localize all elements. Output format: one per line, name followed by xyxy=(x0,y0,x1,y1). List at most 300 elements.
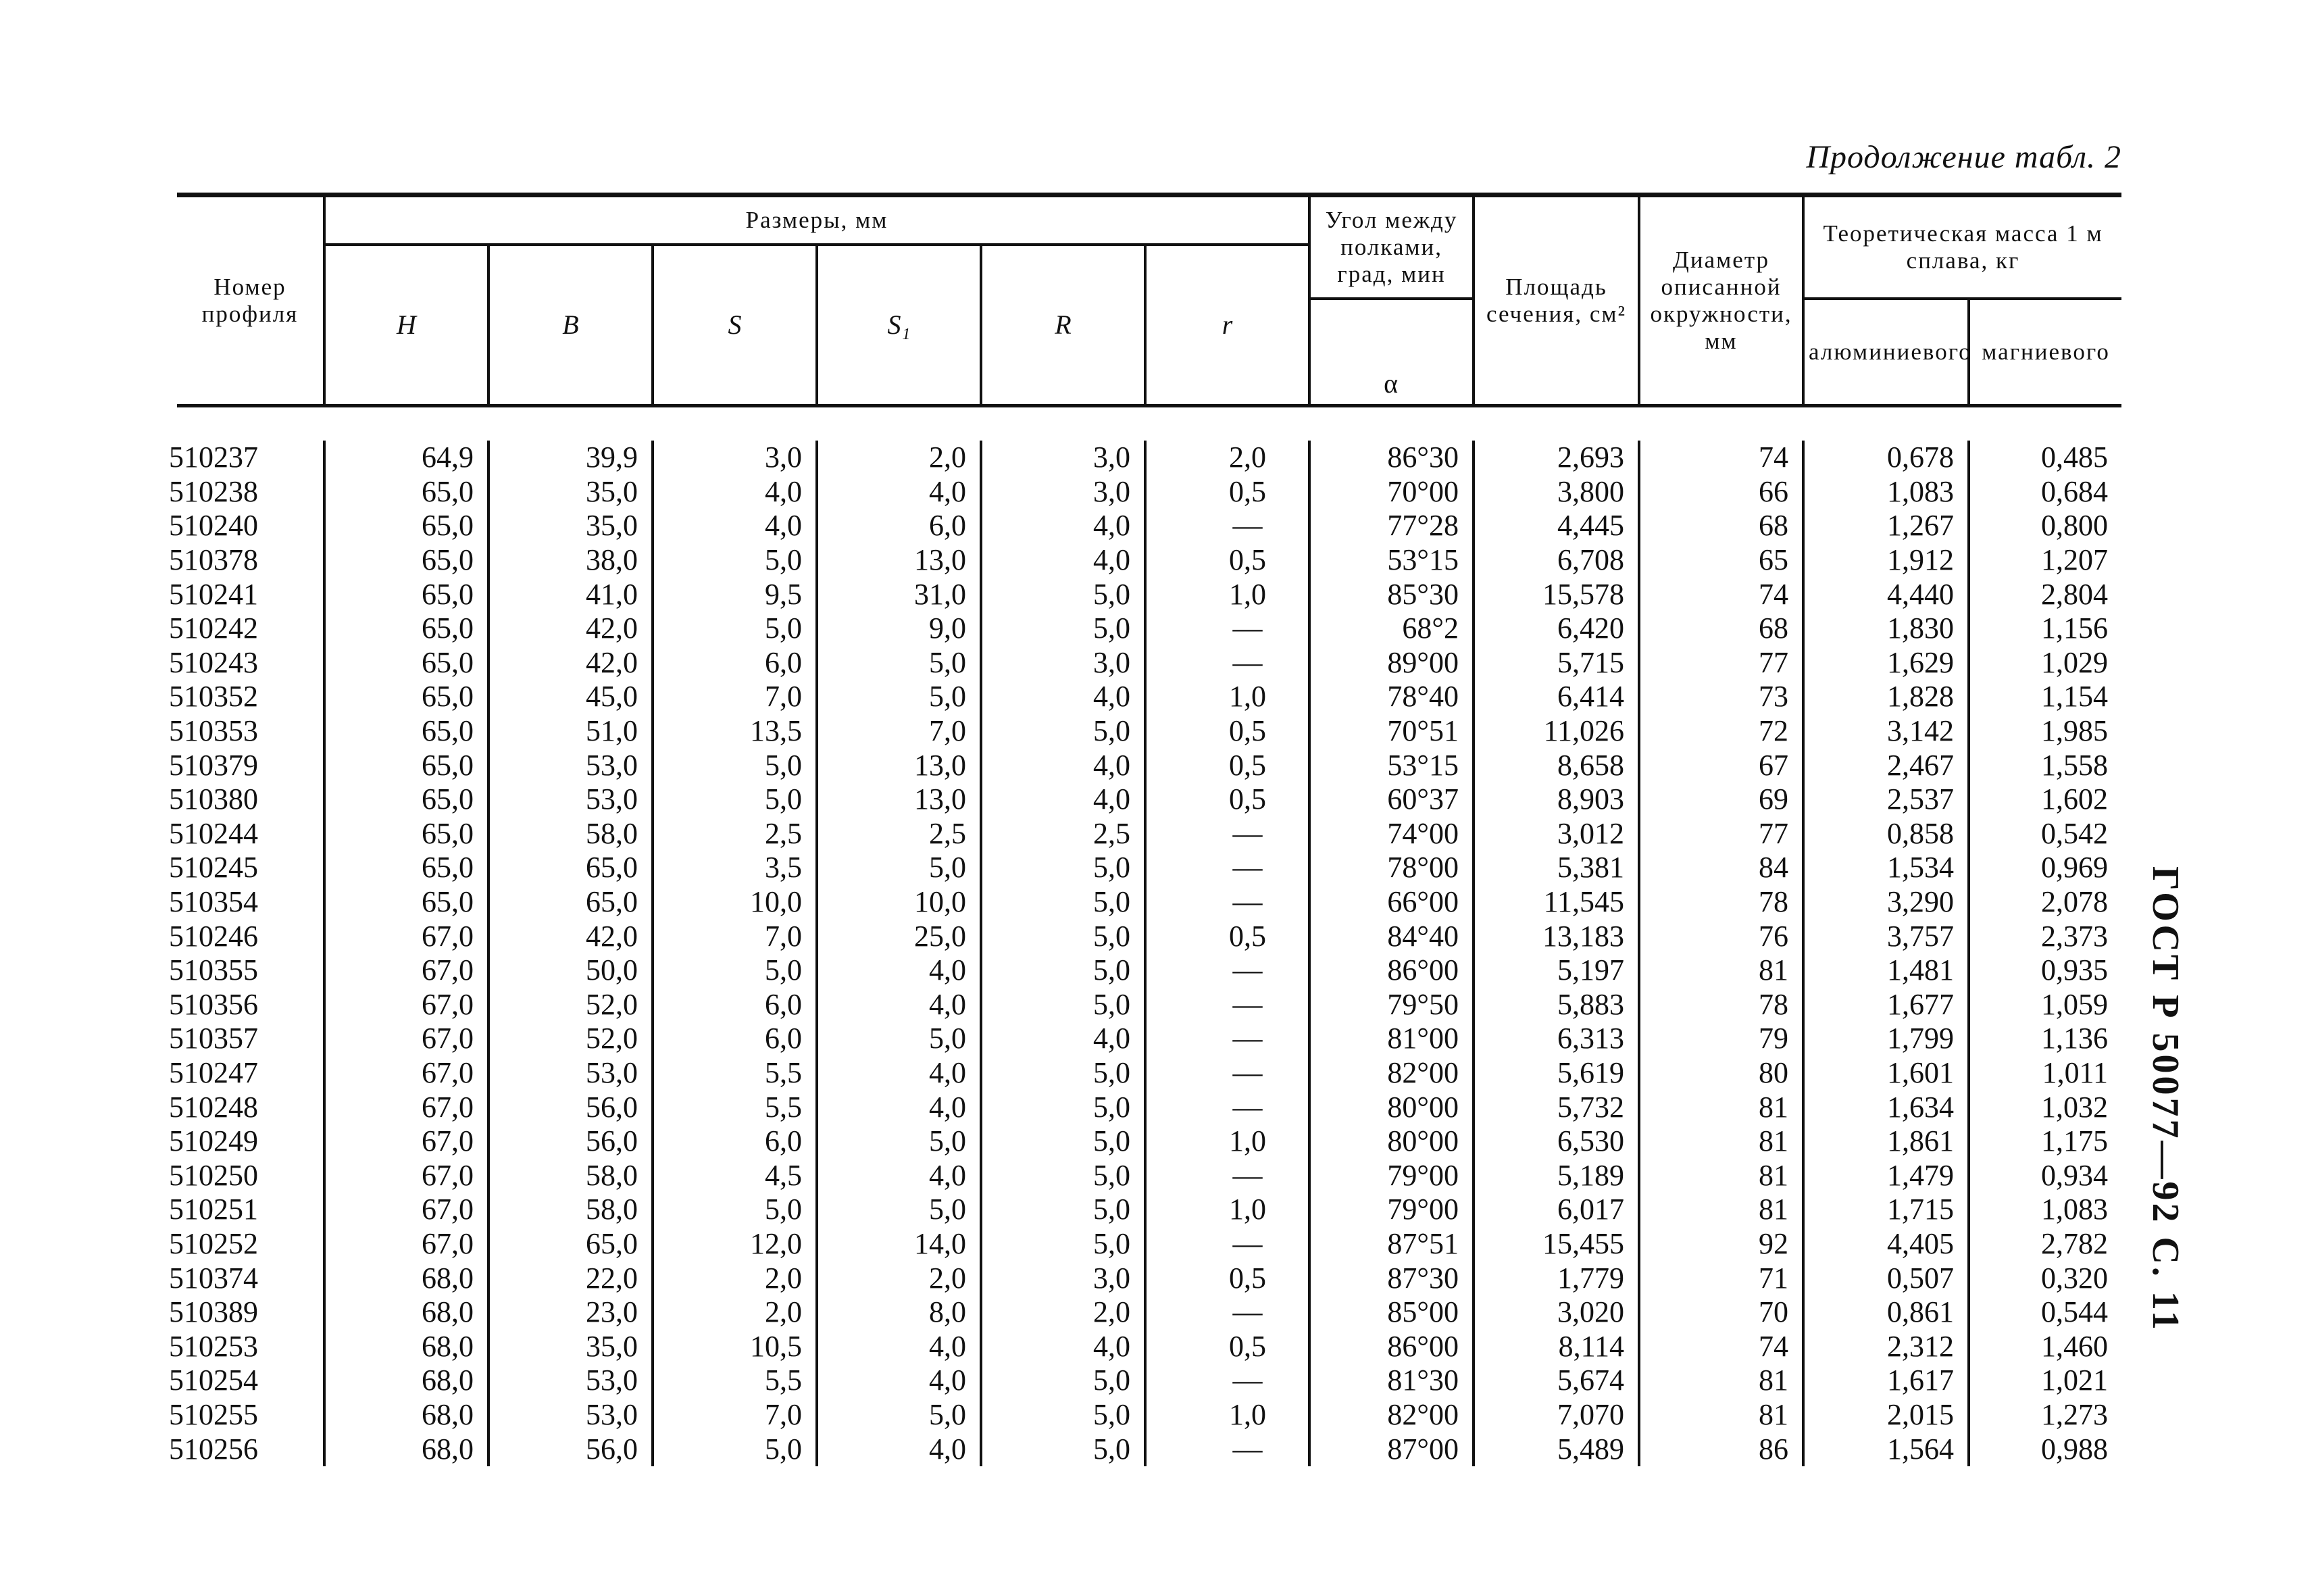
cell-S: 7,0 xyxy=(653,919,817,953)
table-row xyxy=(155,646,2121,680)
data-table xyxy=(155,441,2121,1466)
cell-diameter: 77 xyxy=(1639,646,1803,680)
table-top-rule xyxy=(177,193,2121,197)
cell-area: 13,183 xyxy=(1474,919,1639,953)
cell-area: 5,189 xyxy=(1474,1158,1639,1193)
table-row xyxy=(155,1295,2121,1330)
cell-H: 68,0 xyxy=(324,1364,488,1398)
cell-diameter: 67 xyxy=(1639,748,1803,782)
table-row xyxy=(155,543,2121,578)
cell-S: 5,0 xyxy=(653,543,817,578)
cell-r: — xyxy=(1145,885,1309,920)
cell-S1: 2,5 xyxy=(817,817,981,851)
cell-r: 2,0 xyxy=(1145,441,1309,475)
table-row xyxy=(155,1261,2121,1295)
table-row xyxy=(155,851,2121,885)
cell-B: 35,0 xyxy=(488,1329,653,1364)
table-row xyxy=(155,577,2121,612)
cell-S1: 7,0 xyxy=(817,714,981,749)
cell-r: — xyxy=(1145,1022,1309,1056)
cell-angle: 86°00 xyxy=(1309,1329,1474,1364)
cell-mass-magnesium: 1,985 xyxy=(1969,714,2121,749)
cell-R: 4,0 xyxy=(981,782,1145,817)
table-rows xyxy=(155,441,2121,1466)
cell-mass-magnesium: 0,684 xyxy=(1969,475,2121,509)
table-row xyxy=(155,1364,2121,1398)
cell-S: 10,5 xyxy=(653,1329,817,1364)
cell-profile-number: 510248 xyxy=(169,1090,258,1124)
cell-mass-magnesium: 2,373 xyxy=(1969,919,2121,953)
cell-mass-magnesium: 1,558 xyxy=(1969,748,2121,782)
cell-area: 3,800 xyxy=(1474,475,1639,509)
cell-mass-magnesium: 1,011 xyxy=(1969,1056,2121,1091)
cell-profile-number: 510250 xyxy=(169,1158,258,1192)
cell-mass-magnesium: 1,207 xyxy=(1969,543,2121,578)
cell-r: — xyxy=(1145,509,1309,543)
cell-mass-magnesium: 1,059 xyxy=(1969,988,2121,1022)
cell-S1: 9,0 xyxy=(817,612,981,646)
cell-H: 68,0 xyxy=(324,1329,488,1364)
diameter-header: Диаметр описанной окружности, мм xyxy=(1639,197,1803,404)
cell-R: 4,0 xyxy=(981,748,1145,782)
cell-R: 5,0 xyxy=(981,1193,1145,1227)
aluminium-header: алюминиевого xyxy=(1803,299,1969,404)
cell-profile-number: 510256 xyxy=(169,1432,258,1466)
cell-R: 5,0 xyxy=(981,577,1145,612)
cell-S1: 31,0 xyxy=(817,577,981,612)
cell-r: 0,5 xyxy=(1145,543,1309,578)
cell-angle: 74°00 xyxy=(1309,817,1474,851)
angle-header: Угол между полками, град, мин xyxy=(1309,197,1474,299)
cell-profile-number: 510249 xyxy=(169,1124,258,1158)
cell-mass-aluminium: 4,405 xyxy=(1803,1227,1969,1262)
table-row xyxy=(155,475,2121,509)
cell-S: 12,0 xyxy=(653,1227,817,1262)
cell-area: 5,715 xyxy=(1474,646,1639,680)
cell-mass-aluminium: 2,537 xyxy=(1803,782,1969,817)
cell-mass-magnesium: 1,032 xyxy=(1969,1090,2121,1124)
cell-r: 0,5 xyxy=(1145,919,1309,953)
cell-area: 11,545 xyxy=(1474,885,1639,920)
cell-B: 58,0 xyxy=(488,1193,653,1227)
cell-area: 6,414 xyxy=(1474,680,1639,714)
table-row xyxy=(155,919,2121,953)
cell-mass-aluminium: 1,601 xyxy=(1803,1056,1969,1091)
cell-mass-aluminium: 1,629 xyxy=(1803,646,1969,680)
cell-angle: 70°00 xyxy=(1309,475,1474,509)
cell-mass-magnesium: 0,988 xyxy=(1969,1432,2121,1466)
cell-S: 7,0 xyxy=(653,1398,817,1432)
cell-R: 5,0 xyxy=(981,988,1145,1022)
cell-angle: 82°00 xyxy=(1309,1056,1474,1091)
cell-B: 56,0 xyxy=(488,1090,653,1124)
cell-area: 4,445 xyxy=(1474,509,1639,543)
cell-B: 52,0 xyxy=(488,1022,653,1056)
col-S-header: S xyxy=(653,245,817,404)
table-row xyxy=(155,817,2121,851)
table-row xyxy=(155,885,2121,920)
cell-area: 6,530 xyxy=(1474,1124,1639,1159)
cell-S1: 25,0 xyxy=(817,919,981,953)
cell-mass-magnesium: 1,156 xyxy=(1969,612,2121,646)
cell-mass-magnesium: 1,175 xyxy=(1969,1124,2121,1159)
cell-diameter: 78 xyxy=(1639,885,1803,920)
cell-R: 4,0 xyxy=(981,543,1145,578)
cell-S1: 13,0 xyxy=(817,748,981,782)
cell-R: 5,0 xyxy=(981,1364,1145,1398)
cell-H: 67,0 xyxy=(324,1124,488,1159)
table-row xyxy=(155,612,2121,646)
cell-diameter: 70 xyxy=(1639,1295,1803,1330)
cell-S1: 4,0 xyxy=(817,988,981,1022)
cell-H: 65,0 xyxy=(324,509,488,543)
cell-mass-aluminium: 1,564 xyxy=(1803,1432,1969,1466)
cell-profile-number: 510238 xyxy=(169,474,258,508)
cell-profile-number: 510254 xyxy=(169,1364,258,1397)
cell-S1: 4,0 xyxy=(817,1432,981,1466)
cell-B: 42,0 xyxy=(488,919,653,953)
cell-B: 42,0 xyxy=(488,612,653,646)
cell-R: 5,0 xyxy=(981,919,1145,953)
cell-mass-magnesium: 1,154 xyxy=(1969,680,2121,714)
table-row xyxy=(155,680,2121,714)
cell-S: 6,0 xyxy=(653,1022,817,1056)
cell-B: 65,0 xyxy=(488,851,653,885)
cell-profile-number: 510255 xyxy=(169,1397,258,1431)
cell-S1: 5,0 xyxy=(817,1193,981,1227)
cell-mass-magnesium: 0,969 xyxy=(1969,851,2121,885)
cell-S: 4,0 xyxy=(653,509,817,543)
cell-r: 1,0 xyxy=(1145,1124,1309,1159)
cell-profile-number: 510356 xyxy=(169,987,258,1021)
cell-area: 8,114 xyxy=(1474,1329,1639,1364)
cell-S1: 13,0 xyxy=(817,543,981,578)
cell-S1: 5,0 xyxy=(817,1398,981,1432)
cell-angle: 53°15 xyxy=(1309,748,1474,782)
cell-r: — xyxy=(1145,1432,1309,1466)
cell-angle: 84°40 xyxy=(1309,919,1474,953)
cell-R: 5,0 xyxy=(981,1056,1145,1091)
cell-angle: 86°00 xyxy=(1309,953,1474,988)
cell-angle: 79°00 xyxy=(1309,1193,1474,1227)
cell-S: 2,5 xyxy=(653,817,817,851)
cell-area: 15,455 xyxy=(1474,1227,1639,1262)
table-row xyxy=(155,953,2121,988)
cell-R: 5,0 xyxy=(981,851,1145,885)
cell-H: 67,0 xyxy=(324,953,488,988)
cell-profile-number: 510389 xyxy=(169,1295,258,1329)
cell-area: 6,017 xyxy=(1474,1193,1639,1227)
cell-angle: 66°00 xyxy=(1309,885,1474,920)
cell-S1: 5,0 xyxy=(817,680,981,714)
cell-B: 53,0 xyxy=(488,1056,653,1091)
cell-mass-magnesium: 0,485 xyxy=(1969,441,2121,475)
cell-H: 65,0 xyxy=(324,748,488,782)
cell-diameter: 84 xyxy=(1639,851,1803,885)
cell-S1: 10,0 xyxy=(817,885,981,920)
cell-H: 67,0 xyxy=(324,919,488,953)
cell-profile-number: 510240 xyxy=(169,509,258,543)
cell-r: 0,5 xyxy=(1145,748,1309,782)
cell-r: — xyxy=(1145,1227,1309,1262)
cell-diameter: 81 xyxy=(1639,953,1803,988)
cell-S: 5,5 xyxy=(653,1056,817,1091)
cell-area: 15,578 xyxy=(1474,577,1639,612)
cell-S: 5,0 xyxy=(653,748,817,782)
cell-diameter: 71 xyxy=(1639,1261,1803,1295)
cell-area: 5,883 xyxy=(1474,988,1639,1022)
cell-mass-aluminium: 3,142 xyxy=(1803,714,1969,749)
cell-diameter: 73 xyxy=(1639,680,1803,714)
cell-S: 5,0 xyxy=(653,782,817,817)
cell-S: 7,0 xyxy=(653,680,817,714)
cell-mass-aluminium: 1,828 xyxy=(1803,680,1969,714)
cell-diameter: 81 xyxy=(1639,1193,1803,1227)
cell-r: 1,0 xyxy=(1145,1193,1309,1227)
cell-diameter: 81 xyxy=(1639,1364,1803,1398)
cell-profile-number: 510247 xyxy=(169,1055,258,1089)
alpha-header: α xyxy=(1309,299,1474,404)
cell-angle: 89°00 xyxy=(1309,646,1474,680)
col-B-header: B xyxy=(488,245,653,404)
cell-angle: 78°00 xyxy=(1309,851,1474,885)
cell-B: 39,9 xyxy=(488,441,653,475)
cell-S: 6,0 xyxy=(653,1124,817,1159)
cell-mass-aluminium: 3,290 xyxy=(1803,885,1969,920)
cell-diameter: 81 xyxy=(1639,1158,1803,1193)
area-header: Площадь сечения, см² xyxy=(1474,197,1639,404)
cell-area: 5,674 xyxy=(1474,1364,1639,1398)
cell-diameter: 78 xyxy=(1639,988,1803,1022)
cell-mass-magnesium: 2,078 xyxy=(1969,885,2121,920)
cell-diameter: 79 xyxy=(1639,1022,1803,1056)
cell-r: 0,5 xyxy=(1145,714,1309,749)
cell-profile-number: 510374 xyxy=(169,1261,258,1295)
cell-H: 67,0 xyxy=(324,1056,488,1091)
dimensions-header: Размеры, мм xyxy=(324,197,1309,245)
cell-r: — xyxy=(1145,1364,1309,1398)
table-row xyxy=(155,748,2121,782)
cell-H: 67,0 xyxy=(324,1227,488,1262)
cell-H: 68,0 xyxy=(324,1261,488,1295)
cell-H: 68,0 xyxy=(324,1432,488,1466)
cell-H: 65,0 xyxy=(324,714,488,749)
cell-R: 4,0 xyxy=(981,509,1145,543)
cell-S: 5,5 xyxy=(653,1364,817,1398)
cell-mass-magnesium: 0,935 xyxy=(1969,953,2121,988)
table-row xyxy=(155,1329,2121,1364)
cell-H: 67,0 xyxy=(324,1090,488,1124)
cell-mass-magnesium: 1,136 xyxy=(1969,1022,2121,1056)
cell-profile-number: 510355 xyxy=(169,953,258,987)
cell-S1: 4,0 xyxy=(817,1158,981,1193)
cell-mass-aluminium: 1,715 xyxy=(1803,1193,1969,1227)
cell-H: 67,0 xyxy=(324,1158,488,1193)
cell-H: 65,0 xyxy=(324,782,488,817)
header-bottom-rule xyxy=(177,404,2121,407)
cell-mass-aluminium: 1,830 xyxy=(1803,612,1969,646)
cell-H: 65,0 xyxy=(324,680,488,714)
cell-area: 5,619 xyxy=(1474,1056,1639,1091)
cell-R: 3,0 xyxy=(981,475,1145,509)
cell-S1: 2,0 xyxy=(817,1261,981,1295)
cell-mass-magnesium: 1,273 xyxy=(1969,1398,2121,1432)
cell-S: 5,0 xyxy=(653,612,817,646)
cell-mass-aluminium: 2,312 xyxy=(1803,1329,1969,1364)
cell-B: 41,0 xyxy=(488,577,653,612)
cell-angle: 79°50 xyxy=(1309,988,1474,1022)
cell-mass-magnesium: 2,804 xyxy=(1969,577,2121,612)
cell-mass-aluminium: 4,440 xyxy=(1803,577,1969,612)
cell-diameter: 65 xyxy=(1639,543,1803,578)
table-row xyxy=(155,988,2121,1022)
document-standard-label: ГОСТ Р 50077—92 С. 11 xyxy=(2144,866,2186,1332)
cell-mass-aluminium: 1,634 xyxy=(1803,1090,1969,1124)
cell-B: 50,0 xyxy=(488,953,653,988)
table-header xyxy=(177,197,2121,404)
cell-angle: 85°30 xyxy=(1309,577,1474,612)
cell-mass-magnesium: 1,083 xyxy=(1969,1193,2121,1227)
cell-mass-magnesium: 1,029 xyxy=(1969,646,2121,680)
cell-B: 51,0 xyxy=(488,714,653,749)
cell-B: 35,0 xyxy=(488,509,653,543)
cell-B: 53,0 xyxy=(488,1364,653,1398)
cell-R: 3,0 xyxy=(981,441,1145,475)
cell-S: 5,0 xyxy=(653,1432,817,1466)
cell-angle: 80°00 xyxy=(1309,1124,1474,1159)
cell-r: — xyxy=(1145,1090,1309,1124)
cell-r: — xyxy=(1145,953,1309,988)
cell-r: 0,5 xyxy=(1145,1329,1309,1364)
cell-profile-number: 510251 xyxy=(169,1193,258,1226)
cell-profile-number: 510245 xyxy=(169,851,258,884)
cell-area: 5,732 xyxy=(1474,1090,1639,1124)
cell-angle: 77°28 xyxy=(1309,509,1474,543)
cell-B: 65,0 xyxy=(488,885,653,920)
cell-R: 5,0 xyxy=(981,1158,1145,1193)
cell-B: 45,0 xyxy=(488,680,653,714)
cell-S: 3,5 xyxy=(653,851,817,885)
cell-R: 5,0 xyxy=(981,1090,1145,1124)
cell-r: — xyxy=(1145,851,1309,885)
cell-r: — xyxy=(1145,1158,1309,1193)
cell-H: 65,0 xyxy=(324,885,488,920)
cell-B: 38,0 xyxy=(488,543,653,578)
cell-S1: 13,0 xyxy=(817,782,981,817)
cell-diameter: 81 xyxy=(1639,1398,1803,1432)
table-row xyxy=(155,1022,2121,1056)
cell-r: 1,0 xyxy=(1145,577,1309,612)
cell-profile-number: 510241 xyxy=(169,577,258,611)
table-row xyxy=(155,782,2121,817)
cell-mass-aluminium: 1,481 xyxy=(1803,953,1969,988)
cell-S1: 5,0 xyxy=(817,1124,981,1159)
cell-mass-magnesium: 1,602 xyxy=(1969,782,2121,817)
cell-mass-aluminium: 1,534 xyxy=(1803,851,1969,885)
cell-S1: 4,0 xyxy=(817,1056,981,1091)
cell-H: 68,0 xyxy=(324,1398,488,1432)
cell-angle: 78°40 xyxy=(1309,680,1474,714)
cell-diameter: 80 xyxy=(1639,1056,1803,1091)
cell-area: 7,070 xyxy=(1474,1398,1639,1432)
cell-mass-aluminium: 0,507 xyxy=(1803,1261,1969,1295)
cell-r: 1,0 xyxy=(1145,680,1309,714)
cell-profile-number: 510352 xyxy=(169,680,258,714)
cell-H: 65,0 xyxy=(324,817,488,851)
cell-S1: 5,0 xyxy=(817,646,981,680)
cell-angle: 85°00 xyxy=(1309,1295,1474,1330)
cell-B: 22,0 xyxy=(488,1261,653,1295)
cell-B: 53,0 xyxy=(488,782,653,817)
cell-S1: 4,0 xyxy=(817,1090,981,1124)
cell-B: 23,0 xyxy=(488,1295,653,1330)
cell-profile-number: 510354 xyxy=(169,885,258,919)
cell-angle: 81°00 xyxy=(1309,1022,1474,1056)
cell-mass-magnesium: 2,782 xyxy=(1969,1227,2121,1262)
cell-R: 5,0 xyxy=(981,714,1145,749)
cell-profile-number: 510380 xyxy=(169,782,258,816)
cell-mass-aluminium: 1,861 xyxy=(1803,1124,1969,1159)
cell-R: 5,0 xyxy=(981,1398,1145,1432)
cell-S: 13,5 xyxy=(653,714,817,749)
cell-profile-number: 510353 xyxy=(169,714,258,748)
magnesium-header: магниевого xyxy=(1969,299,2121,404)
cell-diameter: 92 xyxy=(1639,1227,1803,1262)
cell-mass-magnesium: 1,460 xyxy=(1969,1329,2121,1364)
cell-diameter: 69 xyxy=(1639,782,1803,817)
cell-S1: 8,0 xyxy=(817,1295,981,1330)
cell-R: 4,0 xyxy=(981,1329,1145,1364)
cell-H: 68,0 xyxy=(324,1295,488,1330)
cell-R: 3,0 xyxy=(981,1261,1145,1295)
cell-diameter: 81 xyxy=(1639,1124,1803,1159)
cell-R: 4,0 xyxy=(981,1022,1145,1056)
cell-area: 6,420 xyxy=(1474,612,1639,646)
cell-R: 5,0 xyxy=(981,953,1145,988)
cell-R: 5,0 xyxy=(981,1227,1145,1262)
cell-S: 2,0 xyxy=(653,1261,817,1295)
col-R-header: R xyxy=(981,245,1145,404)
cell-H: 65,0 xyxy=(324,612,488,646)
cell-B: 42,0 xyxy=(488,646,653,680)
cell-mass-aluminium: 1,617 xyxy=(1803,1364,1969,1398)
cell-mass-aluminium: 1,677 xyxy=(1803,988,1969,1022)
table-row xyxy=(155,1432,2121,1466)
cell-R: 2,5 xyxy=(981,817,1145,851)
cell-mass-aluminium: 1,267 xyxy=(1803,509,1969,543)
cell-S1: 4,0 xyxy=(817,475,981,509)
cell-area: 3,020 xyxy=(1474,1295,1639,1330)
cell-angle: 87°51 xyxy=(1309,1227,1474,1262)
cell-B: 58,0 xyxy=(488,1158,653,1193)
cell-B: 58,0 xyxy=(488,817,653,851)
cell-r: — xyxy=(1145,988,1309,1022)
cell-S1: 5,0 xyxy=(817,851,981,885)
cell-area: 1,779 xyxy=(1474,1261,1639,1295)
cell-mass-aluminium: 0,858 xyxy=(1803,817,1969,851)
cell-S: 5,5 xyxy=(653,1090,817,1124)
cell-S: 5,0 xyxy=(653,1193,817,1227)
cell-S: 4,5 xyxy=(653,1158,817,1193)
cell-R: 5,0 xyxy=(981,612,1145,646)
cell-H: 65,0 xyxy=(324,543,488,578)
cell-H: 67,0 xyxy=(324,1022,488,1056)
table-row xyxy=(155,1158,2121,1193)
cell-angle: 68°2 xyxy=(1309,612,1474,646)
cell-H: 65,0 xyxy=(324,577,488,612)
table-row xyxy=(155,1193,2121,1227)
table-continuation-caption: Продолжение табл. 2 xyxy=(1806,139,2121,175)
